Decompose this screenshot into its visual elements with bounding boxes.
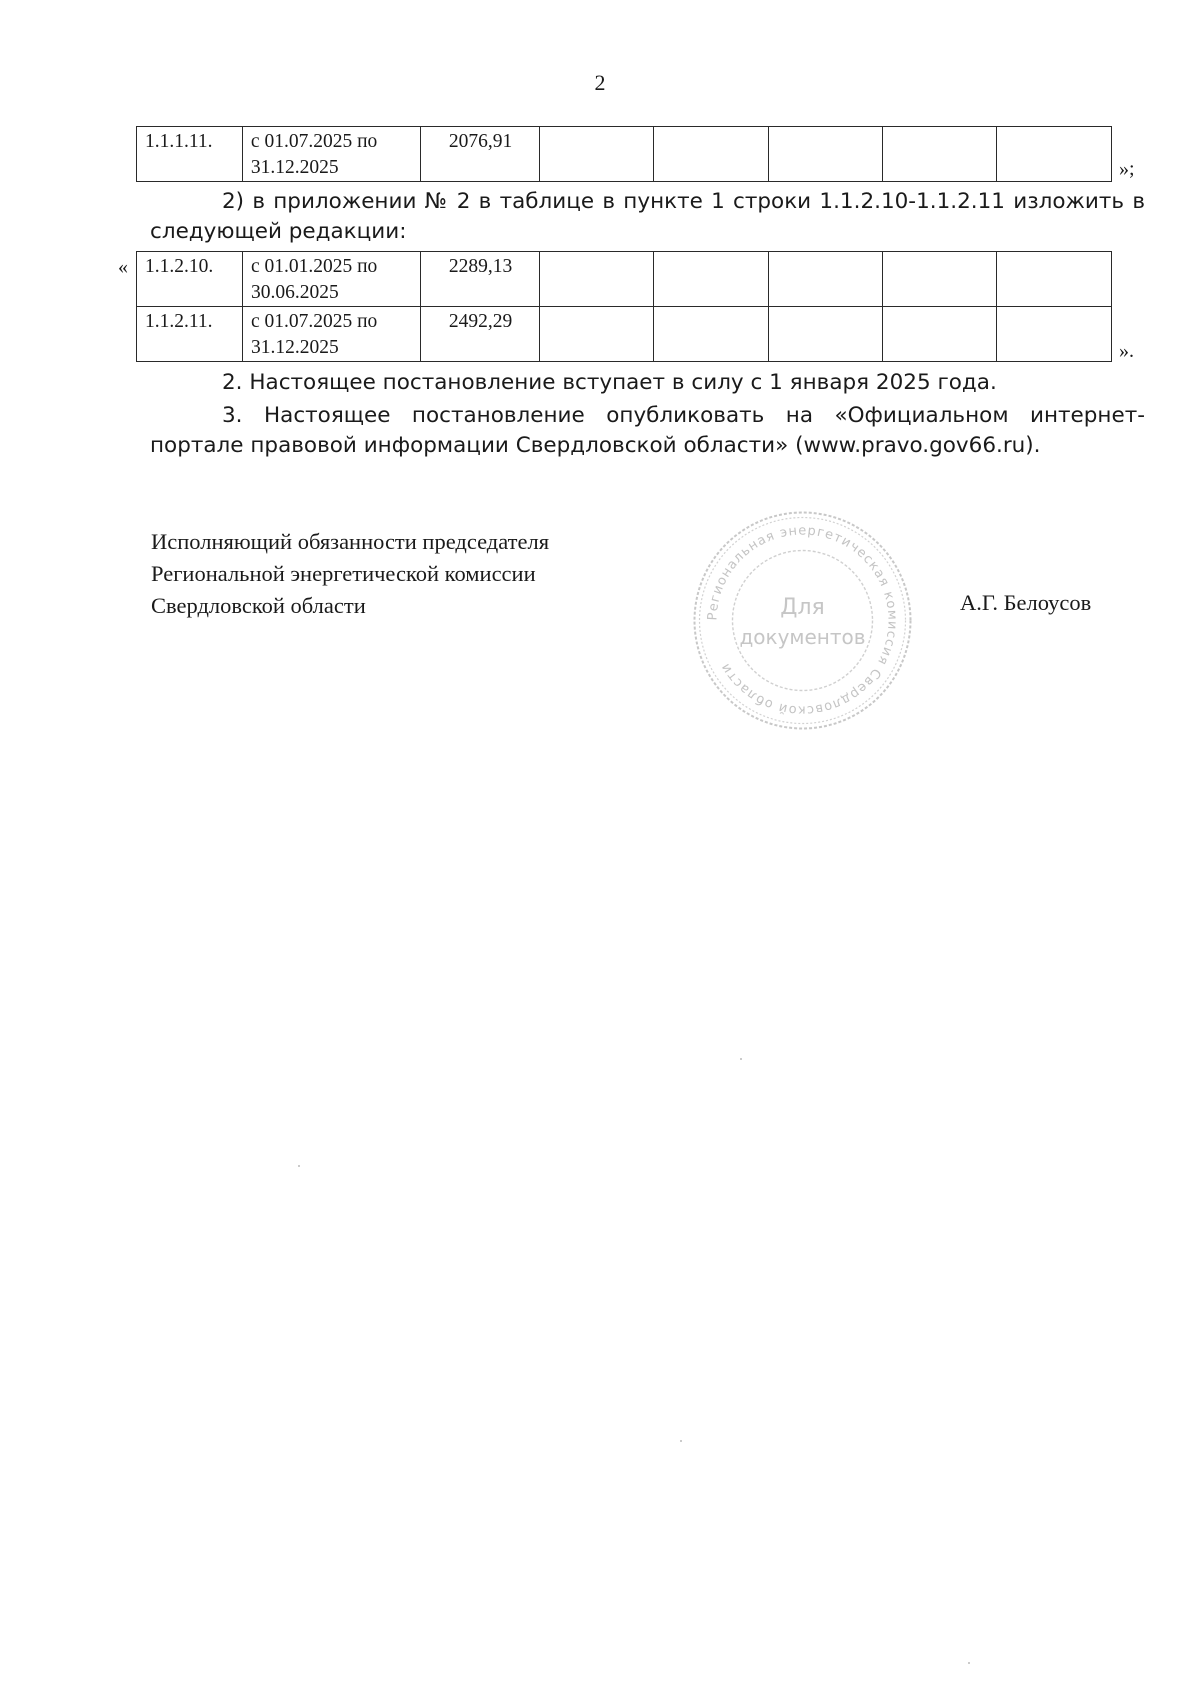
empty-cell <box>768 127 882 182</box>
empty-cell <box>883 307 997 362</box>
point-2: 2. Настоящее постановление вступает в силу с 1 января 2025 года. <box>222 370 997 395</box>
empty-cell <box>654 127 768 182</box>
empty-cell <box>539 127 653 182</box>
signatory-name: А.Г. Белоусов <box>960 590 1092 615</box>
empty-cell <box>768 252 882 307</box>
empty-cell <box>997 307 1112 362</box>
table-row <box>137 307 1112 362</box>
row-value: 2076,91 <box>420 127 539 182</box>
table-row <box>137 127 1112 182</box>
empty-cell <box>654 307 768 362</box>
empty-cell <box>539 307 653 362</box>
page-number: 2 <box>594 70 606 95</box>
closing-quote-2: ». <box>1119 340 1134 362</box>
closing-quote-1: »; <box>1119 158 1135 180</box>
empty-cell <box>883 252 997 307</box>
scan-speck <box>968 1662 970 1664</box>
point-3: 3. Настоящее постановление опубликовать на «Официальном интернет-портале правовой информации Свердловской области» (www.pravo.gov66.ru). <box>150 403 1145 458</box>
paragraph-amendment-2: 2) в приложении № 2 в таблице в пункте 1 строки 1.1.2.10-1.1.2.11 изложить в следующей редакции: <box>150 189 1145 244</box>
empty-cell <box>997 127 1112 182</box>
row-value: 2289,13 <box>420 252 539 307</box>
scan-speck <box>680 1440 682 1442</box>
table-row <box>137 252 1112 307</box>
scan-speck <box>740 1058 742 1060</box>
opening-quote-2: « <box>118 256 128 278</box>
row-number: 1.1.2.10. <box>137 252 243 307</box>
empty-cell <box>654 252 768 307</box>
official-seal <box>690 508 915 733</box>
empty-cell <box>768 307 882 362</box>
seal-center-line-2: документов <box>739 625 866 649</box>
signatory-title: Исполняющий обязанности председателя Региональной энергетической комиссии Свердловской области <box>151 529 550 618</box>
seal-ring-text: Региональная энергетическая комиссия Свердловской области <box>705 523 900 718</box>
row-period: с 01.01.2025 по 30.06.2025 <box>242 252 420 307</box>
empty-cell <box>883 127 997 182</box>
scan-speck <box>298 1165 300 1167</box>
row-value: 2492,29 <box>420 307 539 362</box>
row-period: с 01.07.2025 по 31.12.2025 <box>242 307 420 362</box>
seal-center-line-1: Для <box>780 595 825 620</box>
svg-text:Региональная энергетическая ко <box>705 523 899 717</box>
row-number: 1.1.1.11. <box>137 127 243 182</box>
empty-cell <box>539 252 653 307</box>
empty-cell <box>997 252 1112 307</box>
amendment-table-1 <box>136 126 1112 182</box>
amendment-table-2 <box>136 251 1112 362</box>
row-number: 1.1.2.11. <box>137 307 243 362</box>
row-period: с 01.07.2025 по 31.12.2025 <box>242 127 420 182</box>
